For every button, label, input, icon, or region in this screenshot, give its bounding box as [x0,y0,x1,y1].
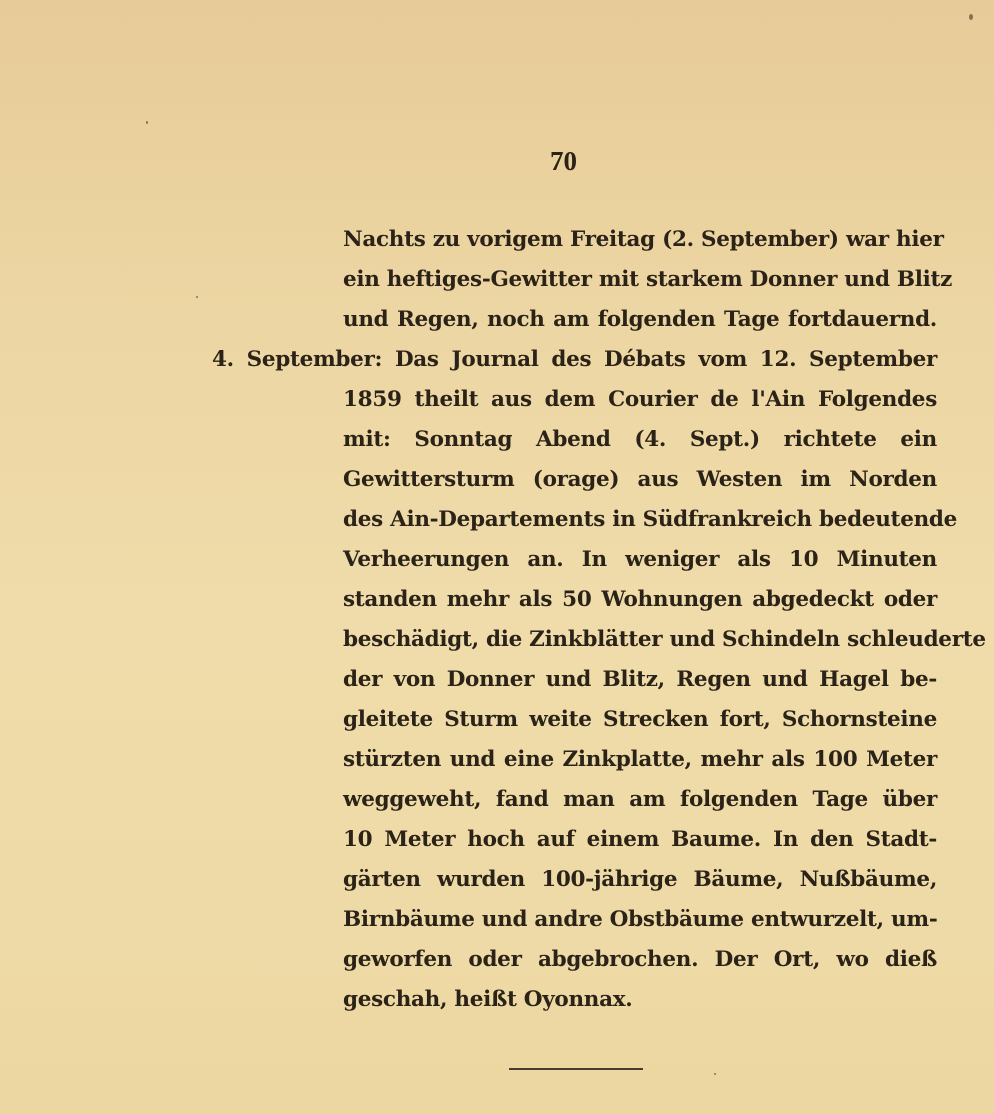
paper-speck [196,296,198,298]
text-line-last: geschah, heißt Oyonnax. [343,987,633,1012]
text-line: Birnbäume und andre Obstbäume entwurzelt, um- [343,907,938,932]
text-line: 1859 theilt aus dem Courier de l'Ain Folgendes [343,387,937,412]
text-line: mit: Sonntag Abend (4. Sept.) richtete ein [343,427,937,452]
text-line: Verheerungen an. In weniger als 10 Minuten [343,547,937,572]
text-line: der von Donner und Blitz, Regen und Hagel be- [343,667,937,692]
text-line: weggeweht, fand man am folgenden Tage über [343,787,937,812]
page-number: 70 [550,146,577,176]
paper-speck [146,121,148,124]
text-line: 10 Meter hoch auf einem Baume. In den Stadt- [343,827,937,852]
text-line: gleitete Sturm weite Strecken fort, Schornsteine [343,707,937,732]
text-line: ein heftiges-Gewitter mit starkem Donner und Blitz [343,267,953,292]
paper-speck [969,14,973,20]
text-line: beschädigt, die Zinkblätter und Schindeln schleuderte [343,627,986,652]
text-line: und Regen, noch am folgenden Tage fortdauernd. [343,307,937,332]
text-line: geworfen oder abgebrochen. Der Ort, wo dieß [343,947,937,972]
entry-heading-line: 4. September: Das Journal des Débats vom 12. September [212,347,937,372]
text-line: standen mehr als 50 Wohnungen abgedeckt oder [343,587,937,612]
paper-speck [714,1073,716,1075]
text-line: gärten wurden 100-jährige Bäume, Nußbäume, [343,867,937,892]
text-line: stürzten und eine Zinkplatte, mehr als 100 Meter [343,747,937,772]
text-line: des Ain-Departements in Südfrankreich bedeutende [343,507,958,532]
text-line: Nachts zu vorigem Freitag (2. September) war hier [343,227,944,252]
section-end-rule [509,1068,643,1070]
text-line: Gewittersturm (orage) aus Westen im Norden [343,467,937,492]
